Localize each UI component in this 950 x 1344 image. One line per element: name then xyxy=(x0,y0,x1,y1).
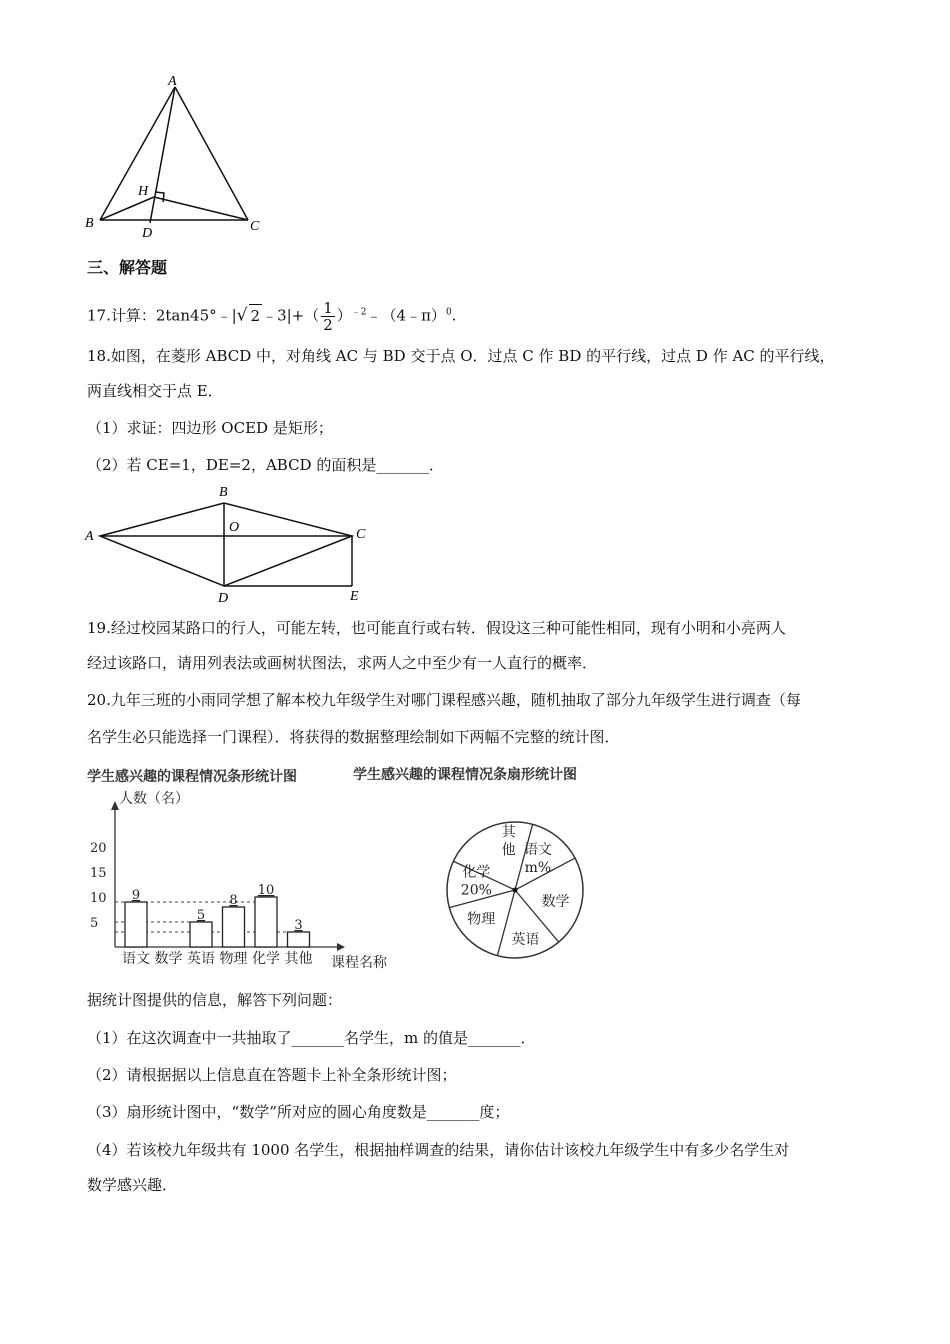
q18-line1: 18.如图，在菱形 ABCD 中，对角线 AC 与 BD 交于点 O．过点 C 作 BD 的平行线，过点 D 作 AC 的平行线， xyxy=(87,347,835,365)
x-tick-label: 其他 xyxy=(284,951,313,967)
q20-p3: （3）扇形统计图中，“数学”所对应的圆心角度数是_______度； xyxy=(87,1103,510,1121)
x-tick-label: 物理 xyxy=(219,951,248,967)
label-H: H xyxy=(138,184,149,199)
label-C: C xyxy=(250,219,260,234)
bar-物理 xyxy=(223,907,245,947)
y-tick-label: 10 xyxy=(90,891,107,906)
q17-sqrt: 2 xyxy=(249,304,263,327)
q17-exp1: ﹣2 xyxy=(351,307,367,318)
bar-data-label: 9 xyxy=(131,888,141,903)
pie-slice-label: 物理 xyxy=(467,911,496,928)
label-A: A xyxy=(85,529,94,544)
x-axis-arrow xyxy=(337,943,345,951)
y-axis-label: 人数（名） xyxy=(119,791,189,807)
bar-data-label: 5 xyxy=(196,908,206,923)
q18-line2: 两直线相交于点 E． xyxy=(87,382,223,400)
q17-after-frac: ） xyxy=(336,306,352,325)
pie-chart-title: 学生感兴趣的课程情况条扇形统计图 xyxy=(353,767,577,783)
pie-slice-value: m% xyxy=(524,860,552,877)
pie-center xyxy=(513,888,518,893)
q19-line1: 19.经过校园某路口的行人，可能左转，也可能直行或右转．假设这三种可能性相同，现有小明和小亮两人 xyxy=(87,619,786,637)
pie-slice-label: 数学 xyxy=(541,893,570,910)
rhombus-figure xyxy=(80,482,380,607)
q20-line1: 20.九年三班的小雨同学想了解本校九年级学生对哪门课程感兴趣，随机抽取了部分九年级学生进行调查（每 xyxy=(87,691,801,709)
pie-chart xyxy=(440,815,590,960)
q17-fraction xyxy=(321,300,335,333)
label-B: B xyxy=(219,485,228,500)
bar-chart xyxy=(85,785,405,970)
q18-part2: （2）若 CE=1，DE=2，ABCD 的面积是_______． xyxy=(87,456,444,474)
bar-化学 xyxy=(255,897,277,947)
label-D: D xyxy=(142,226,153,241)
x-tick-label: 数学 xyxy=(154,951,183,967)
y-tick-label: 5 xyxy=(90,916,99,931)
pie-slice-label: 英语 xyxy=(511,931,540,948)
x-axis-label: 课程名称 xyxy=(331,955,387,970)
y-tick-label: 20 xyxy=(90,841,107,856)
q17-exp2: 0 xyxy=(445,307,452,318)
q20-p4b: 数学感兴趣． xyxy=(87,1176,178,1194)
pie-slice-label-其: 其 xyxy=(501,824,516,841)
pie-slice-label: 语文 xyxy=(523,842,552,859)
pie-slice-label: 化学 xyxy=(462,864,491,881)
y-tick-label: 15 xyxy=(90,866,107,881)
q17: 17.计算：2tan45°﹣|√ 2 ﹣3|+（ $\frac{1}{2}$ ）$^{﹣2}$﹣（4﹣π）$^0$. xyxy=(87,299,457,334)
bar-语文 xyxy=(125,902,147,947)
x-tick-label: 英语 xyxy=(187,951,215,967)
q17-mid: ﹣3|+（ xyxy=(262,306,320,325)
x-tick-label: 化学 xyxy=(252,951,280,967)
frac-denominator: 2 xyxy=(323,316,333,334)
q20-intro: 据统计图提供的信息，解答下列问题： xyxy=(87,991,343,1009)
q20-p4a: （4）若该校九年级共有 1000 名学生，根据抽样调查的结果，请你估计该校九年级学生中有多少名学生对 xyxy=(87,1141,790,1159)
q20-p2: （2）请根据据以上信息直在答题卡上补全条形统计图； xyxy=(87,1066,457,1084)
q19-line2: 经过该路口，请用列表法或画树状图法，求两人之中至少有一人直行的概率． xyxy=(87,654,598,672)
bar-data-label: 10 xyxy=(257,883,275,898)
label-E: E xyxy=(350,589,359,604)
y-axis-arrow xyxy=(111,801,119,810)
bar-data-label: 3 xyxy=(294,918,303,933)
q17-prefix: 17.计算：2tan45°﹣| xyxy=(87,306,237,325)
bar-data-label: 8 xyxy=(229,893,238,908)
x-tick-label: 语文 xyxy=(122,951,150,967)
label-A: A xyxy=(168,75,177,89)
label-D: D xyxy=(218,591,229,606)
frac-numerator: 1 xyxy=(323,299,333,317)
label-O: O xyxy=(229,520,240,535)
q17-end: . xyxy=(451,306,457,325)
q20-line2: 名学生必只能选择一门课程）．将获得的数据整理绘制如下两幅不完整的统计图． xyxy=(87,728,620,746)
bar-chart-title: 学生感兴趣的课程情况条形统计图 xyxy=(87,769,297,785)
triangle-figure xyxy=(80,75,280,245)
pie-slice-value: 20% xyxy=(460,882,492,899)
section-title: 三、解答题 xyxy=(87,258,168,277)
label-B: B xyxy=(85,216,94,231)
q17-mid2: ﹣（4﹣π） xyxy=(366,306,446,325)
bar-其他 xyxy=(288,932,310,947)
pie-slice-label-他: 他 xyxy=(501,842,516,859)
q18-part1: （1）求证：四边形 OCED 是矩形； xyxy=(87,419,333,437)
bar-英语 xyxy=(190,922,212,947)
q20-p1: （1）在这次调查中一共抽取了_______名学生，m 的值是_______． xyxy=(87,1029,536,1047)
label-C: C xyxy=(356,527,366,542)
